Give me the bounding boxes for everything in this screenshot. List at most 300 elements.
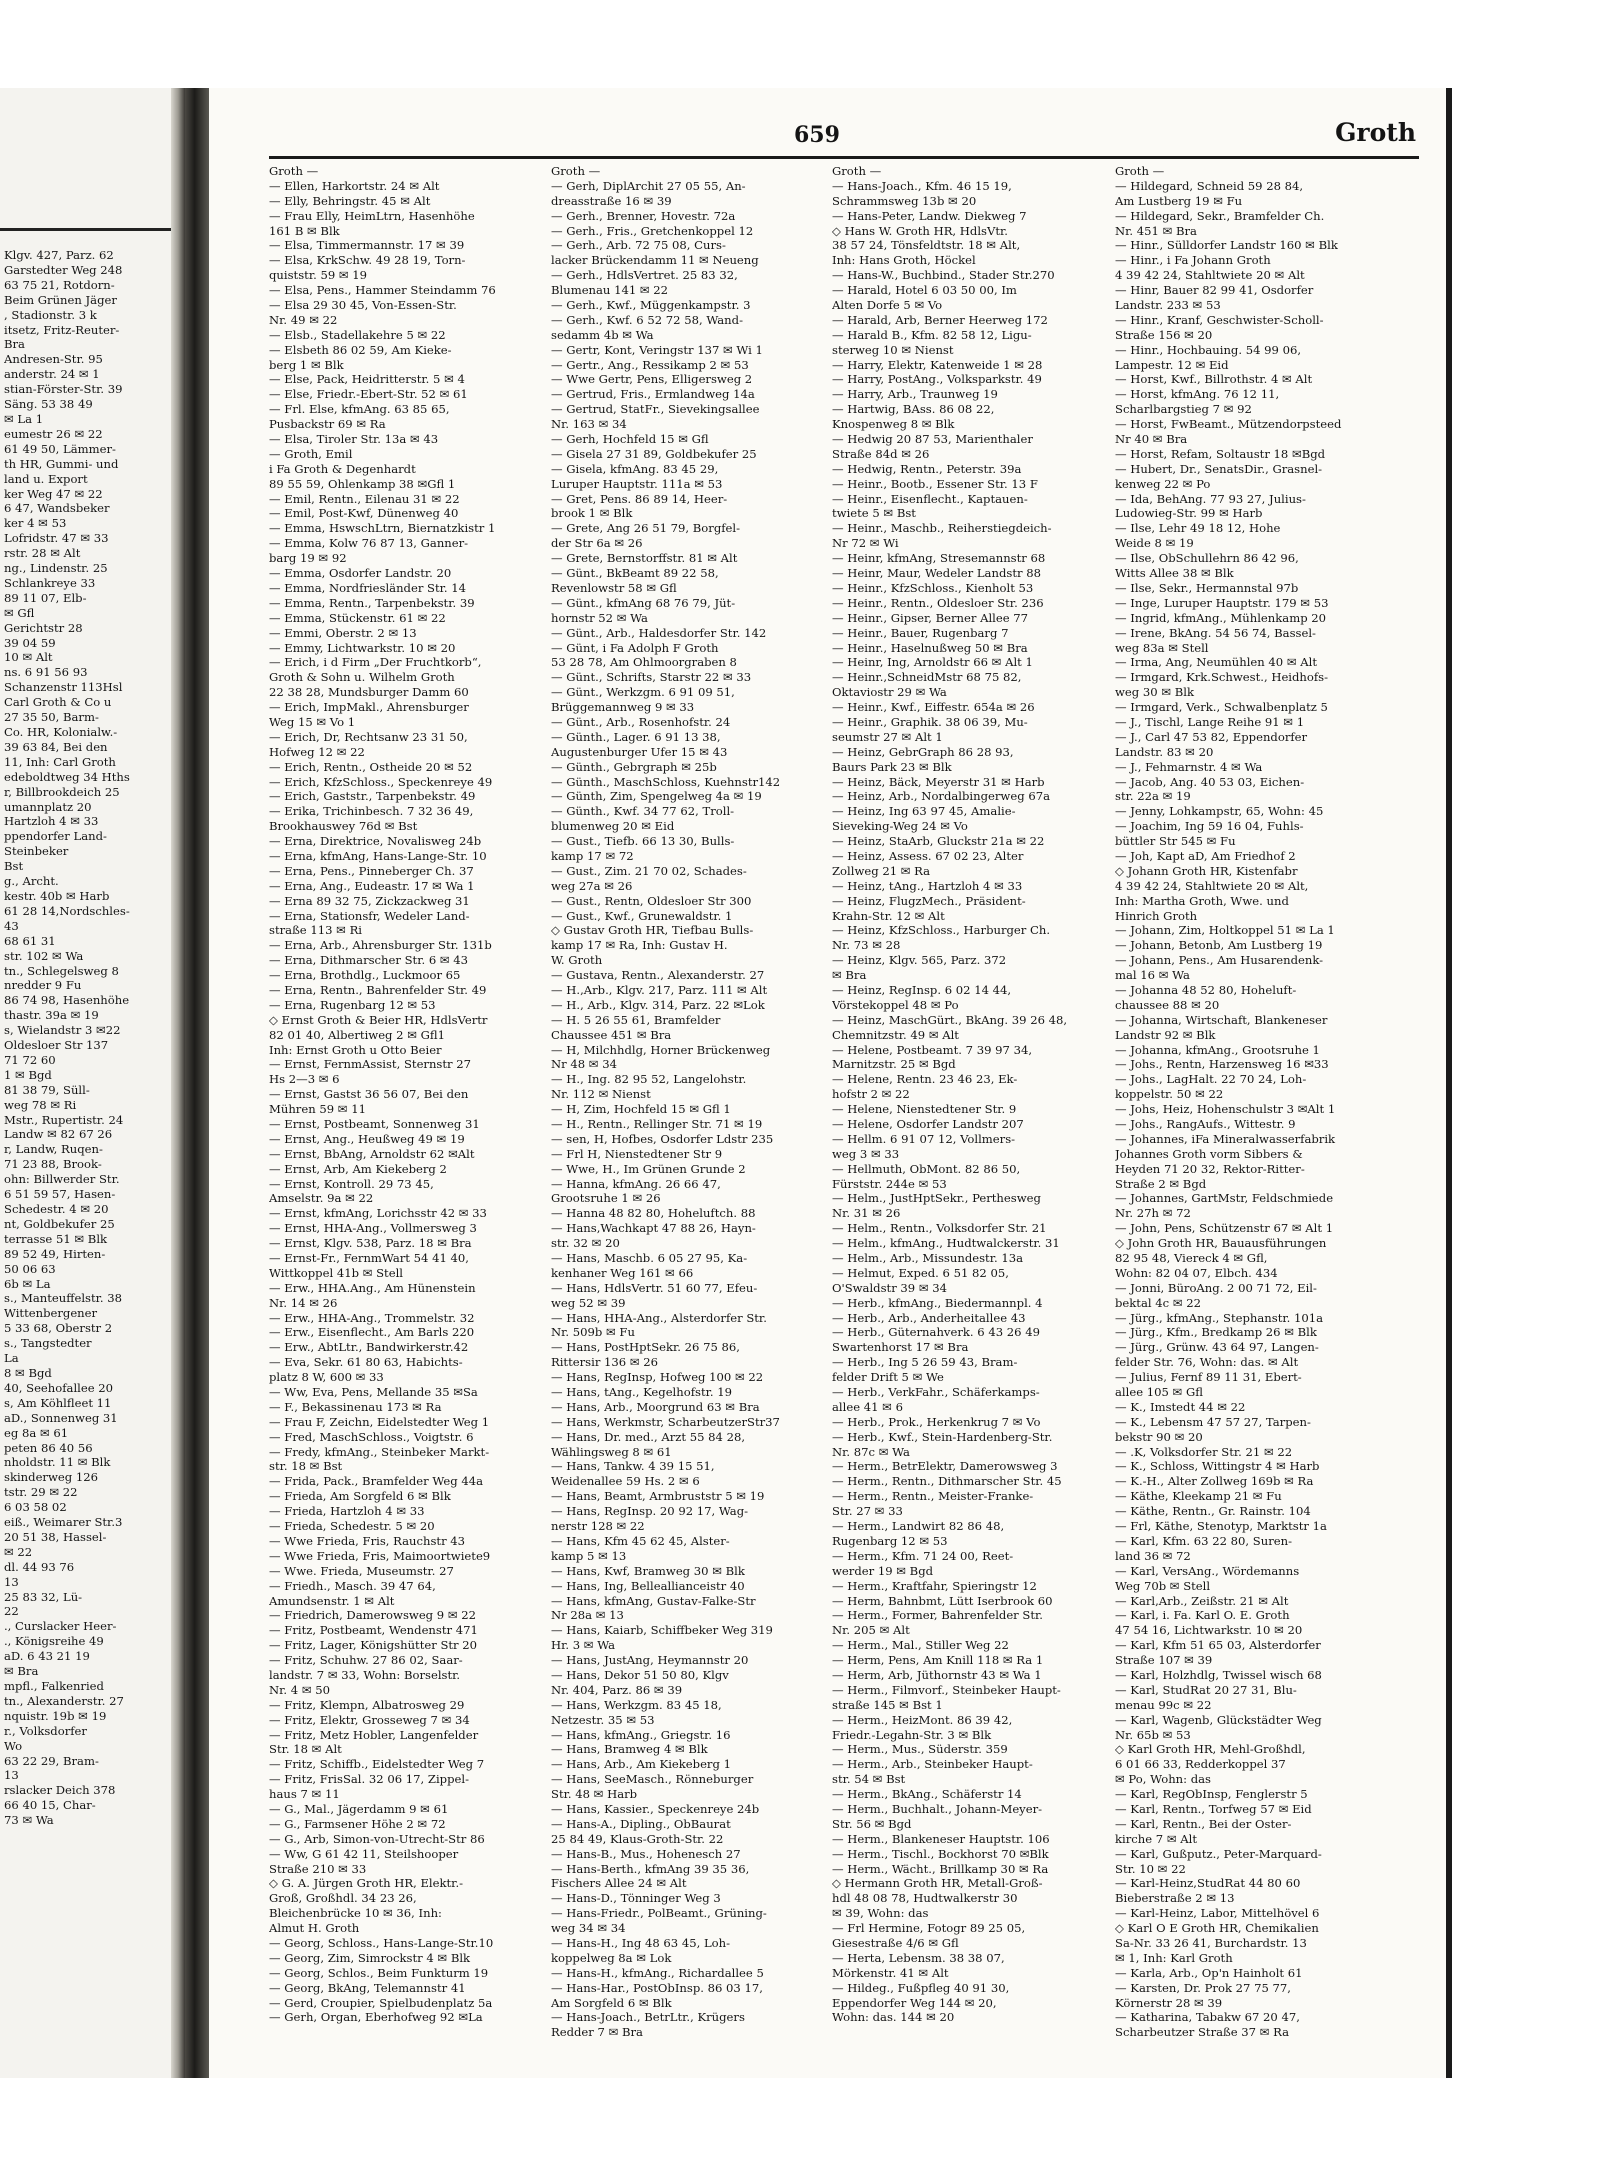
directory-entry-line: Nr. 205 ✉ Alt — [832, 1623, 910, 1638]
directory-entry-line: — Hans-Peter, Landw. Diekweg 7 — [832, 208, 1027, 223]
directory-entry-line: ✉ Bra — [832, 968, 867, 983]
directory-entry-line: — Erich, i d Firm „Der Fruchtkorb“, — [269, 655, 482, 670]
directory-entry-line: — Hinr, Bauer 82 99 41, Osdorfer — [1115, 283, 1314, 298]
directory-entry-line: — Hans-Joach., Kfm. 46 15 19, — [832, 178, 1012, 193]
directory-entry-line: — Fritz, Postbeamt, Wendenstr 471 — [269, 1623, 478, 1638]
directory-entry-line: — Ww, G 61 42 11, Steilshooper — [269, 1846, 459, 1861]
directory-entry-line: — Frieda, Am Sorgfeld 6 ✉ Blk — [269, 1489, 451, 1504]
directory-entry-line: — Karl, Gußputz., Peter-Marquard- — [1115, 1846, 1322, 1861]
fragment-line: 43 — [4, 918, 19, 933]
directory-entry-line: — Helmut, Exped. 6 51 82 05, — [832, 1265, 1009, 1280]
directory-entry-line: Brüggemannweg 9 ✉ 33 — [551, 700, 695, 715]
directory-entry-line: — Fritz, FrisSal. 32 06 17, Zippel- — [269, 1772, 469, 1787]
directory-entry-line: — Elsa, Pens., Hammer Steindamm 76 — [269, 283, 496, 298]
column-4 — [1115, 164, 1395, 2040]
fragment-line: edeboldtweg 34 Hths — [4, 769, 130, 784]
directory-entry-line: — Harry, Arb., Traunweg 19 — [832, 387, 998, 402]
directory-entry-line: — Gerh., Brenner, Hovestr. 72a — [551, 208, 736, 223]
directory-entry-line: — Erna, Dithmarscher Str. 6 ✉ 43 — [269, 953, 469, 968]
fragment-line: str. 102 ✉ Wa — [4, 948, 84, 963]
fragment-line: tstr. 29 ✉ 22 — [4, 1485, 78, 1500]
directory-entry-line: — Herm., Kraftfahr, Spieringstr 12 — [832, 1578, 1037, 1593]
directory-entry-line: — Gust., Zim. 21 70 02, Schades- — [551, 863, 747, 878]
directory-entry-line: — Ilse, ObSchullehrn 86 42 96, — [1115, 551, 1299, 566]
fragment-line: 11, Inh: Carl Groth — [4, 754, 116, 769]
directory-entry-line: — Frl, Käthe, Stenotyp, Marktstr 1a — [1115, 1519, 1327, 1534]
directory-entry-line: Weide 8 ✉ 19 — [1115, 536, 1194, 551]
directory-entry-line: — Hans-H., kfmAng., Richardallee 5 — [551, 1965, 764, 1980]
directory-entry-line: — Ernst, FernmAssist, Sternstr 27 — [269, 1057, 472, 1072]
directory-entry-line: — Herm., Arb., Steinbeker Haupt- — [832, 1757, 1033, 1772]
directory-entry-line: — Ellen, Harkortstr. 24 ✉ Alt — [269, 178, 440, 193]
directory-entry-line: — Herm., Rentn., Meister-Franke- — [832, 1489, 1034, 1504]
directory-entry-line: 38 57 24, Tönsfeldtstr. 18 ✉ Alt, — [832, 238, 1021, 253]
fragment-line: Carl Groth & Co u — [4, 695, 112, 710]
fragment-line: s, Am Köhlfleet 11 — [4, 1395, 112, 1410]
directory-entry-line: — Karl, Wagenb, Glückstädter Weg — [1115, 1712, 1322, 1727]
directory-entry-line: — Hanna, kfmAng. 26 66 47, — [551, 1176, 721, 1191]
directory-entry-line: Amselstr. 9a ✉ 22 — [269, 1191, 374, 1206]
fragment-line: ohn: Billwerder Str. — [4, 1172, 120, 1187]
directory-entry-line: Wohn: 82 04 07, Elbch. 434 — [1115, 1265, 1278, 1280]
directory-entry-line: — G., Farmsener Höhe 2 ✉ 72 — [269, 1816, 446, 1831]
directory-entry-line: — Frieda, Hartzloh 4 ✉ 33 — [269, 1504, 425, 1519]
directory-entry-line: — Johs., Rentn, Harzensweg 16 ✉33 — [1115, 1057, 1329, 1072]
directory-entry-line: — Erna, Direktrice, Novalisweg 24b — [269, 834, 482, 849]
fragment-line: ., Curslacker Heer- — [4, 1619, 117, 1634]
directory-entry-line: str. 18 ✉ Bst — [269, 1459, 343, 1474]
directory-entry-line: — Erw., HHA.Ang., Am Hünenstein — [269, 1280, 476, 1295]
directory-entry-line: — Heinz, FlugzMech., Präsident- — [832, 893, 1026, 908]
directory-entry-line: — Herb., Ing 5 26 59 43, Bram- — [832, 1355, 1018, 1370]
directory-entry-line: — Jonni, BüroAng. 2 00 71 72, Eil- — [1115, 1280, 1317, 1295]
directory-entry-line: — Heinz, Arb., Nordalbingerweg 67a — [832, 789, 1050, 804]
directory-entry-line: str. 22a ✉ 19 — [1115, 789, 1191, 804]
directory-entry-line: — Hans-B., Mus., Hohenesch 27 — [551, 1846, 741, 1861]
directory-entry-line: — Johs, Heiz, Hohenschulstr 3 ✉Alt 1 — [1115, 1102, 1336, 1117]
directory-entry-line: — Heinr., Maschb., Reiherstiegdeich- — [832, 521, 1052, 536]
directory-entry-line: — Karla, Arb., Op'n Hainholt 61 — [1115, 1965, 1303, 1980]
directory-entry-line: — Hellmuth, ObMont. 82 86 50, — [832, 1161, 1021, 1176]
directory-entry-line: — Ernst, Klgv. 538, Parz. 18 ✉ Bra — [269, 1236, 472, 1251]
directory-entry-line: — Hans, PostHptSekr. 26 75 86, — [551, 1340, 740, 1355]
directory-entry-line: Straße 210 ✉ 33 — [269, 1861, 367, 1876]
directory-entry-line: büttler Str 545 ✉ Fu — [1115, 834, 1236, 849]
fragment-line: aD. 6 43 21 19 — [4, 1649, 90, 1664]
directory-entry-line: Luruper Hauptstr. 111a ✉ 53 — [551, 476, 723, 491]
directory-entry-line: Nr. 31 ✉ 26 — [832, 1206, 901, 1221]
directory-entry-line: — Ilse, Lehr 49 18 12, Hohe — [1115, 521, 1281, 536]
column-1 — [269, 164, 549, 2025]
directory-entry-line: O'Swaldstr 39 ✉ 34 — [832, 1280, 948, 1295]
header-rule — [269, 156, 1419, 159]
column-3 — [832, 164, 1112, 2025]
directory-entry-line: Knospenweg 8 ✉ Blk — [832, 417, 955, 432]
fragment-line: 39 04 59 — [4, 635, 56, 650]
directory-entry-line: — Wwe Gertr, Pens, Elligersweg 2 — [551, 372, 753, 387]
directory-entry-line: allee 105 ✉ Gfl — [1115, 1385, 1203, 1400]
fragment-line: terrasse 51 ✉ Blk — [4, 1231, 108, 1246]
directory-entry-line: — Gerh., Kwf. 6 52 72 58, Wand- — [551, 312, 743, 327]
directory-entry-line: — Hedwig, Rentn., Peterstr. 39a — [832, 461, 1022, 476]
directory-entry-line: — Herb., kfmAng., Biedermannpl. 4 — [832, 1295, 1043, 1310]
directory-entry-line: — Hans, tAng., Kegelhofstr. 19 — [551, 1385, 733, 1400]
directory-entry-line: — Herb., Kwf., Stein-Hardenberg-Str. — [832, 1429, 1053, 1444]
fragment-line: eiß., Weimarer Str.3 — [4, 1515, 123, 1530]
fragment-line: 10 ✉ Alt — [4, 650, 53, 665]
directory-entry-line: Vörstekoppel 48 ✉ Po — [832, 997, 959, 1012]
directory-entry-line: — Georg, Schlos., Beim Funkturm 19 — [269, 1965, 489, 1980]
directory-entry-line: Str. 10 ✉ 22 — [1115, 1861, 1186, 1876]
directory-entry-line: — Heinr., Gipser, Berner Allee 77 — [832, 610, 1029, 625]
directory-entry-line: — Erna, Ang., Eudeastr. 17 ✉ Wa 1 — [269, 878, 475, 893]
directory-entry-line: — Hedwig 20 87 53, Marienthaler — [832, 432, 1033, 447]
directory-entry-line: W. Groth — [551, 953, 603, 968]
fragment-line: Schlankreye 33 — [4, 575, 96, 590]
fragment-line: 6b ✉ La — [4, 1276, 51, 1291]
directory-entry-line: ✉ Po, Wohn: das — [1115, 1772, 1211, 1787]
directory-entry-line: Scharbeutzer Straße 37 ✉ Ra — [1115, 2025, 1290, 2040]
fragment-line: Gerichtstr 28 — [4, 620, 83, 635]
fragment-line: 63 22 29, Bram- — [4, 1753, 99, 1768]
directory-entry-line: Oktaviostr 29 ✉ Wa — [832, 685, 947, 700]
directory-entry-line: — Heinz, StaArb, Gluckstr 21a ✉ 22 — [832, 834, 1045, 849]
directory-entry-line: Inh: Ernst Groth u Otto Beier — [269, 1042, 442, 1057]
directory-entry-line: — Erna, Rentn., Bahrenfelder Str. 49 — [269, 982, 487, 997]
directory-entry-line: — Erna, Rugenbarg 12 ✉ 53 — [269, 997, 436, 1012]
directory-entry-line: Körnerstr 28 ✉ 39 — [1115, 1995, 1223, 2010]
directory-entry-line: — Emma, Rentn., Tarpenbekstr. 39 — [269, 595, 475, 610]
directory-entry-line: — Karl-Heinz,StudRat 44 80 60 — [1115, 1876, 1301, 1891]
directory-entry-line: Mühren 59 ✉ 11 — [269, 1102, 366, 1117]
directory-entry-line: — Hans, HHA-Ang., Alsterdorfer Str. — [551, 1310, 767, 1325]
directory-entry-line: — Irmgard, Krk.Schwest., Heidhofs- — [1115, 670, 1329, 685]
directory-entry-line: Inh: Hans Groth, Höckel — [832, 253, 976, 268]
fragment-line: itsetz, Fritz-Reuter- — [4, 322, 120, 337]
directory-entry-line: — Hinr., Kranf, Geschwister-Scholl- — [1115, 312, 1324, 327]
directory-entry-line: — H.,Arb., Klgv. 217, Parz. 111 ✉ Alt — [551, 982, 768, 997]
directory-entry-line: — Heinz, GebrGraph 86 28 93, — [832, 744, 1014, 759]
directory-entry-line: — J., Fehmarnstr. 4 ✉ Wa — [1115, 759, 1263, 774]
directory-entry-line: felder Drift 5 ✉ We — [832, 1370, 944, 1385]
directory-entry-line: — Hans,Wachkapt 47 88 26, Hayn- — [551, 1221, 756, 1236]
directory-entry-line: weg 3 ✉ 33 — [832, 1146, 900, 1161]
previous-page-fragment — [0, 88, 185, 2078]
directory-entry-line: — Günth., Kwf. 34 77 62, Troll- — [551, 804, 735, 819]
directory-entry-line: — Fritz, Elektr, Grosseweg 7 ✉ 34 — [269, 1712, 470, 1727]
fragment-line: land u. Export — [4, 471, 88, 486]
directory-entry-line: str. 32 ✉ 20 — [551, 1236, 620, 1251]
directory-entry-line: — Hans, Kaiarb, Schiffbeker Weg 319 — [551, 1623, 773, 1638]
directory-entry-line: — Horst, FwBeamt., Mützendorpsteed — [1115, 417, 1342, 432]
directory-entry-line: ◇ Johann Groth HR, Kistenfabr — [1115, 863, 1298, 878]
directory-entry-line: Eppendorfer Weg 144 ✉ 20, — [832, 1995, 997, 2010]
directory-entry-line: hdl 48 08 78, Hudtwalkerstr 30 — [832, 1891, 1018, 1906]
directory-entry-line: — Elsbeth 86 02 59, Am Kieke- — [269, 342, 452, 357]
directory-entry-line: — Ww, Eva, Pens, Mellande 35 ✉Sa — [269, 1385, 478, 1400]
directory-entry-line: — Hans-A., Dipling., ObBaurat — [551, 1816, 731, 1831]
directory-entry-line: Mörkenstr. 41 ✉ Alt — [832, 1965, 949, 1980]
page-right-edge — [1446, 88, 1452, 2078]
fragment-line: ✉ Gfl — [4, 605, 35, 620]
directory-entry-line: — J., Carl 47 53 82, Eppendorfer — [1115, 729, 1308, 744]
directory-entry-line: — Hildegard, Sekr., Bramfelder Ch. — [1115, 208, 1325, 223]
directory-entry-line: — Erna 89 32 75, Zickzackweg 31 — [269, 893, 470, 908]
fragment-line: 22 — [4, 1604, 19, 1619]
directory-entry-line: — Hinr., i Fa Johann Groth — [1115, 253, 1271, 268]
fragment-line: dl. 44 93 76 — [4, 1559, 75, 1574]
directory-entry-line: — Georg, Zim, Simrockstr 4 ✉ Blk — [269, 1950, 471, 1965]
directory-entry-line: weg 83a ✉ Stell — [1115, 640, 1209, 655]
fragment-line: 6 47, Wandsbeker — [4, 501, 110, 516]
directory-entry-line: — Günt., Werkzgm. 6 91 09 51, — [551, 685, 735, 700]
directory-entry-line: Chaussee 451 ✉ Bra — [551, 1027, 672, 1042]
directory-entry-line: — Joachim, Ing 59 16 04, Fuhls- — [1115, 819, 1304, 834]
directory-entry-line: — Heinr., KfzSchloss., Kienholt 53 — [832, 580, 1034, 595]
directory-entry-line: Fürststr. 244e ✉ 53 — [832, 1176, 947, 1191]
directory-entry-line: — Hans-Har., PostObInsp. 86 03 17, — [551, 1980, 763, 1995]
directory-entry-line: felder Str. 76, Wohn: das. ✉ Alt — [1115, 1355, 1299, 1370]
fragment-line: stian-Förster-Str. 39 — [4, 382, 123, 397]
directory-entry-line: — Ernst, BbAng, Arnoldstr 62 ✉Alt — [269, 1146, 475, 1161]
fragment-line: Steinbeker — [4, 844, 69, 859]
directory-entry-line: — Horst, Refam, Soltaustr 18 ✉Bgd — [1115, 446, 1326, 461]
directory-entry-line: kenhaner Weg 161 ✉ 66 — [551, 1265, 694, 1280]
directory-entry-line: — Günth, Zim, Spengelweg 4a ✉ 19 — [551, 789, 762, 804]
directory-entry-line: Fischers Allee 24 ✉ Alt — [551, 1876, 687, 1891]
directory-entry-line: Rittersir 136 ✉ 26 — [551, 1355, 659, 1370]
directory-entry-line: — Erich, KfzSchloss., Speckenreye 49 — [269, 774, 493, 789]
fragment-line: 5 33 68, Oberstr 2 — [4, 1321, 113, 1336]
directory-entry-line: — Heinr., Rentn., Oldesloer Str. 236 — [832, 595, 1044, 610]
directory-entry-line: — Günth., Gebrgraph ✉ 25b — [551, 759, 717, 774]
directory-entry-line: — Herm., BetrElektr, Damerowsweg 3 — [832, 1459, 1058, 1474]
directory-entry-line: Nr. 509b ✉ Fu — [551, 1325, 635, 1340]
directory-entry-line: — Hartwig, BAss. 86 08 22, — [832, 402, 995, 417]
fragment-line: Andresen-Str. 95 — [4, 352, 103, 367]
directory-entry-line: bektal 4c ✉ 22 — [1115, 1295, 1201, 1310]
directory-entry-line: — Heinr., Eisenflecht., Kaptauen- — [832, 491, 1028, 506]
directory-entry-line: 89 55 59, Ohlenkamp 38 ✉Gfl 1 — [269, 476, 456, 491]
directory-entry-line: — Ernst, HHA-Ang., Vollmersweg 3 — [269, 1221, 477, 1236]
fragment-line: 40, Seehofallee 20 — [4, 1380, 114, 1395]
directory-entry-line: — .K, Volksdorfer Str. 21 ✉ 22 — [1115, 1444, 1293, 1459]
page-number: 659 — [794, 122, 840, 148]
directory-entry-line: — Gerh., HdlsVertret. 25 83 32, — [551, 268, 738, 283]
directory-entry-line: — Hans, Werkmstr, ScharbeutzerStr37 — [551, 1414, 780, 1429]
directory-entry-line: — Hans, RegInsp. 20 92 17, Wag- — [551, 1504, 749, 1519]
directory-entry-line: ◇ John Groth HR, Bauausführungen — [1115, 1236, 1327, 1251]
directory-entry-line: — Hans, SeeMasch., Rönneburger — [551, 1772, 754, 1787]
directory-entry-line: — Karl, Rentn., Torfweg 57 ✉ Eid — [1115, 1801, 1312, 1816]
directory-entry-line: kamp 17 ✉ 72 — [551, 848, 634, 863]
directory-entry-line: — Hans, Arb., Am Kiekeberg 1 — [551, 1757, 731, 1772]
directory-entry-line: — Johann, Pens., Am Husarendenk- — [1115, 953, 1324, 968]
directory-entry-line: — Günth., MaschSchloss, Kuehnstr142 — [551, 774, 781, 789]
directory-entry-line: kamp 17 ✉ Ra, Inh: Gustav H. — [551, 938, 728, 953]
directory-entry-line: — Herm., BkAng., Schäferstr 14 — [832, 1787, 1022, 1802]
directory-entry-line: — Gerh., Kwf., Müggenkampstr. 3 — [551, 298, 751, 313]
directory-entry-line: Amundsenstr. 1 ✉ Alt — [269, 1593, 395, 1608]
directory-entry-line: — Ernst, kfmAng, Lorichsstr 42 ✉ 33 — [269, 1206, 487, 1221]
fragment-line: 61 49 50, Lämmer- — [4, 441, 116, 456]
directory-entry-line: — Herm., Landwirt 82 86 48, — [832, 1519, 1005, 1534]
directory-entry-line: Bleichenbrücke 10 ✉ 36, Inh: — [269, 1906, 442, 1921]
directory-entry-line: Friedr.-Legahn-Str. 3 ✉ Blk — [832, 1727, 992, 1742]
directory-entry-line: Nr. 163 ✉ 34 — [551, 417, 627, 432]
directory-entry-line: — Helene, Nienstedtener Str. 9 — [832, 1102, 1017, 1117]
fragment-line: Schanzenstr 113Hsl — [4, 680, 123, 695]
fragment-line: eg 8a ✉ 61 — [4, 1425, 69, 1440]
fragment-line: 1 ✉ Bgd — [4, 1067, 52, 1082]
fragment-line: weg 78 ✉ Ri — [4, 1097, 77, 1112]
directory-entry-line: — Herm., Tischl., Bockhorst 70 ✉Blk — [832, 1846, 1049, 1861]
directory-entry-line: weg 52 ✉ 39 — [551, 1295, 626, 1310]
directory-entry-line: — Gust., Kwf., Grunewaldstr. 1 — [551, 908, 733, 923]
directory-entry-line: — Emmy, Lichtwarkstr. 10 ✉ 20 — [269, 640, 456, 655]
directory-entry-line: Groth & Sohn u. Wilhelm Groth — [269, 670, 455, 685]
directory-entry-line: — Hans, Bramweg 4 ✉ Blk — [551, 1742, 708, 1757]
directory-entry-line: — Gertrud, StatFr., Sievekingsallee — [551, 402, 760, 417]
fragment-line: nredder 9 Fu — [4, 978, 82, 993]
directory-entry-line: — Jürg., kfmAng., Stephanstr. 101a — [1115, 1310, 1324, 1325]
directory-entry-line: werder 19 ✉ Bgd — [832, 1563, 934, 1578]
directory-entry-line: Nr. 4 ✉ 50 — [269, 1682, 330, 1697]
directory-entry-line: — Herb., VerkFahr., Schäferkamps- — [832, 1385, 1040, 1400]
directory-entry-line: — Gisela, kfmAng. 83 45 29, — [551, 461, 719, 476]
directory-entry-line: — Hans-W., Buchbind., Stader Str.270 — [832, 268, 1055, 283]
directory-entry-line: — Georg, BkAng, Telemannstr 41 — [269, 1980, 466, 1995]
directory-entry-line: — Karl, VersAng., Wördemanns — [1115, 1563, 1300, 1578]
directory-entry-line: — Horst, Kwf., Billrothstr. 4 ✉ Alt — [1115, 372, 1313, 387]
directory-entry-line: — Elly, Behringstr. 45 ✉ Alt — [269, 193, 431, 208]
directory-entry-line: — Günt., Schrifts, Starstr 22 ✉ 33 — [551, 670, 752, 685]
directory-entry-line: Revenlowstr 58 ✉ Gfl — [551, 580, 677, 595]
directory-entry-line: Groth — — [551, 164, 601, 178]
directory-entry-line: — Herm, Pens, Am Knill 118 ✉ Ra 1 — [832, 1653, 1044, 1668]
fragment-line: anderstr. 24 ✉ 1 — [4, 367, 100, 382]
directory-entry-line: Blumenau 141 ✉ 22 — [551, 283, 669, 298]
directory-entry-line: chaussee 88 ✉ 20 — [1115, 997, 1220, 1012]
column-2 — [551, 164, 831, 2040]
directory-entry-line: 4 39 42 24, Stahltwiete 20 ✉ Alt, — [1115, 878, 1309, 893]
fragment-line: umannplatz 20 — [4, 799, 92, 814]
directory-entry-line: — Hans-Friedr., PolBeamt., Grüning- — [551, 1906, 767, 1921]
directory-entry-line: ◇ Karl O E Groth HR, Chemikalien — [1115, 1921, 1319, 1936]
directory-entry-line: — Fritz, Schuhw. 27 86 02, Saar- — [269, 1653, 463, 1668]
directory-entry-line: — Herm., Mal., Stiller Weg 22 — [832, 1638, 1009, 1653]
directory-entry-line: — Käthe, Kleekamp 21 ✉ Fu — [1115, 1489, 1282, 1504]
directory-entry-line: — Erich, ImpMakl., Ahrensburger — [269, 700, 469, 715]
directory-entry-line: — J., Tischl, Lange Reihe 91 ✉ 1 — [1115, 714, 1305, 729]
directory-entry-line: — Hans-Joach., BetrLtr., Krügers — [551, 2010, 745, 2025]
directory-entry-line: — Gerh, DiplArchit 27 05 55, An- — [551, 178, 746, 193]
directory-entry-line: Weg 15 ✉ Vo 1 — [269, 714, 356, 729]
directory-entry-line: — Frida, Pack., Bramfelder Weg 44a — [269, 1474, 483, 1489]
directory-entry-line: — Erna, Pens., Pinneberger Ch. 37 — [269, 863, 474, 878]
directory-entry-line: — Hans, kfmAng., Griegstr. 16 — [551, 1727, 731, 1742]
directory-entry-line: Straße 107 ✉ 39 — [1115, 1653, 1213, 1668]
directory-entry-line: — Hans-D., Tönninger Weg 3 — [551, 1891, 721, 1906]
directory-entry-line: ◇ Hermann Groth HR, Metall-Groß- — [832, 1876, 1043, 1891]
directory-entry-line: Marnitzstr. 25 ✉ Bgd — [832, 1057, 956, 1072]
directory-entry-line: — Frieda, Schedestr. 5 ✉ 20 — [269, 1519, 435, 1534]
directory-entry-line: i Fa Groth & Degenhardt — [269, 461, 416, 476]
directory-entry-line: — Ernst-Fr., FernmWart 54 41 40, — [269, 1251, 469, 1266]
directory-entry-line: Alten Dorfe 5 ✉ Vo — [832, 298, 943, 313]
directory-entry-line: — Ernst, Postbeamt, Sonnenweg 31 — [269, 1117, 480, 1131]
directory-entry-line: — Helm., Arb., Missundestr. 13a — [832, 1251, 1024, 1266]
directory-entry-line: — K.-H., Alter Zollweg 169b ✉ Ra — [1115, 1474, 1314, 1489]
directory-entry-line: — Heinr, Maur, Wedeler Landstr 88 — [832, 566, 1041, 581]
fragment-line: Garstedter Weg 248 — [4, 262, 123, 277]
directory-entry-line: Hinrich Groth — [1115, 908, 1198, 923]
directory-entry-line: — sen, H, Hofbes, Osdorfer Ldstr 235 — [551, 1131, 774, 1146]
fragment-line: tn., Alexanderstr. 27 — [4, 1693, 124, 1708]
directory-entry-line: 47 54 16, Lichtwarkstr. 10 ✉ 20 — [1115, 1623, 1303, 1638]
directory-entry-line: — K., Imstedt 44 ✉ 22 — [1115, 1399, 1246, 1414]
directory-entry-line: — Heinr., Kwf., Eiffestr. 654a ✉ 26 — [832, 700, 1035, 715]
directory-entry-line: ◇ Gustav Groth HR, Tiefbau Bulls- — [551, 923, 754, 938]
directory-entry-line: — Erika, Trichinbesch. 7 32 36 49, — [269, 804, 474, 819]
fragment-line: skinderweg 126 — [4, 1470, 98, 1485]
directory-entry-line: Schrammsweg 13b ✉ 20 — [832, 193, 977, 208]
directory-entry-line: Ludowieg-Str. 99 ✉ Harb — [1115, 506, 1263, 521]
fragment-line: g., Archt. — [4, 874, 59, 889]
directory-entry-line: — Karl, Kfm 51 65 03, Alsterdorfer — [1115, 1638, 1321, 1653]
fragment-line: 13 — [4, 1768, 19, 1783]
directory-entry-line: — Elsa, Timmermannstr. 17 ✉ 39 — [269, 238, 465, 253]
fragment-line: nholdstr. 11 ✉ Blk — [4, 1455, 111, 1470]
directory-entry-line: — Elsa, Tiroler Str. 13a ✉ 43 — [269, 432, 439, 447]
directory-entry-line: — Friedrich, Damerowsweg 9 ✉ 22 — [269, 1608, 477, 1623]
directory-entry-line: — H, Zim, Hochfeld 15 ✉ Gfl 1 — [551, 1102, 731, 1117]
directory-entry-line: — Gerh., Fris., Gretchenkoppel 12 — [551, 223, 754, 238]
directory-entry-line: — Karl, Rentn., Bei der Oster- — [1115, 1816, 1292, 1831]
blank-margin — [0, 2078, 1600, 2177]
directory-entry-line: — Heinz, Assess. 67 02 23, Alter — [832, 848, 1024, 863]
directory-entry-line: — Heinz, Klgv. 565, Parz. 372 — [832, 953, 1007, 968]
directory-entry-line: — Johs., LagHalt. 22 70 24, Loh- — [1115, 1072, 1307, 1087]
directory-entry-line: brook 1 ✉ Blk — [551, 506, 633, 521]
directory-entry-line: twiete 5 ✉ Bst — [832, 506, 916, 521]
directory-entry-line: — Hubert, Dr., SenatsDir., Grasnel- — [1115, 461, 1323, 476]
directory-entry-line: — Gust., Rentn, Oldesloer Str 300 — [551, 893, 752, 908]
directory-entry-line: Nr 40 ✉ Bra — [1115, 432, 1188, 447]
directory-entry-line: kirche 7 ✉ Alt — [1115, 1831, 1197, 1846]
fragment-line: La — [4, 1351, 19, 1366]
directory-entry-line: — Groth, Emil — [269, 446, 353, 461]
fragment-line: Mstr., Rupertistr. 24 — [4, 1112, 124, 1127]
directory-entry-line: — Johannes, GartMstr, Feldschmiede — [1115, 1191, 1334, 1206]
directory-entry-line: — Erich, Gaststr., Tarpenbekstr. 49 — [269, 789, 476, 804]
directory-entry-line: Groth — — [832, 164, 882, 178]
directory-entry-line: — Günt, i Fa Adolph F Groth — [551, 640, 719, 655]
directory-entry-line: — Herm., Buchhalt., Johann-Meyer- — [832, 1801, 1043, 1816]
directory-entry-line: Landstr 92 ✉ Blk — [1115, 1027, 1216, 1042]
directory-entry-line: Chemnitzstr. 49 ✉ Alt — [832, 1027, 959, 1042]
directory-entry-line: — Harald, Arb, Berner Heerweg 172 — [832, 312, 1048, 327]
directory-entry-line: Nr. 65b ✉ 53 — [1115, 1727, 1191, 1742]
directory-entry-line: Netzestr. 35 ✉ 53 — [551, 1712, 655, 1727]
fragment-line: rstr. 28 ✉ Alt — [4, 546, 81, 561]
directory-entry-line: — Hans, Maschb. 6 05 27 95, Ka- — [551, 1251, 748, 1266]
fragment-line: Lofridstr. 47 ✉ 33 — [4, 531, 109, 546]
page-header — [209, 118, 1446, 158]
directory-entry-line: — Jenny, Lohkampstr, 65, Wohn: 45 — [1115, 804, 1324, 819]
directory-entry-line: — H., Ing. 82 95 52, Langelohstr. — [551, 1072, 747, 1087]
directory-entry-line: — Herm., Rentn., Dithmarscher Str. 45 — [832, 1474, 1062, 1489]
